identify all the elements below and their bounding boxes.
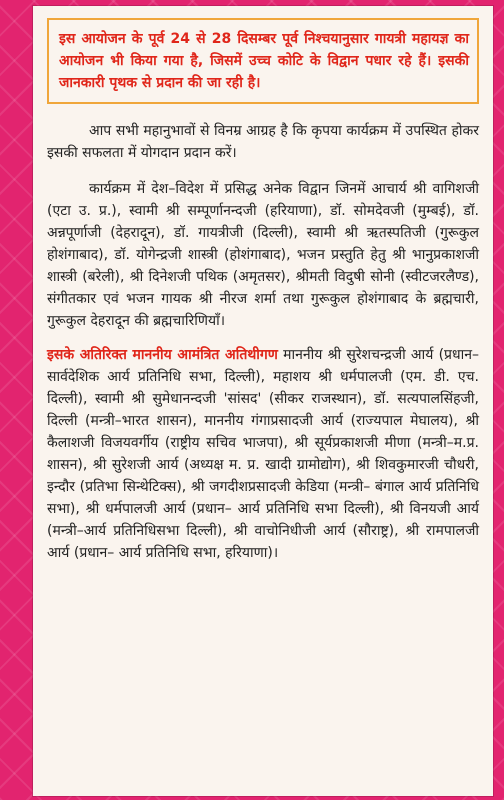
request-paragraph: आप सभी महानुभावों से विनम्र आग्रह है कि कृपया कार्यक्रम में उपस्थित होकर इसकी सफलता में योगदान प्रदान करें। — [47, 123, 479, 161]
event-notice-box — [47, 18, 479, 104]
guests-paragraph — [47, 344, 479, 564]
guests-heading: इसके अतिरिक्त माननीय आमंत्रित अतिथीगण — [47, 347, 278, 363]
scholars-paragraph: कार्यक्रम में देश–विदेश में प्रसिद्ध अनेक विद्वान जिनमें आचार्य श्री वागिशजी (एटा उ. प्र.), स्वामी श्री सम्पूर्णानन्दजी (हरियाणा), डॉ. सोमदेवजी (मुम्बई), डॉ. अन्नपूर्णाजी (देहरादून), डॉ. गायत्रीजी (दिल्ली), स्वामी श्री ऋतस्पतिजी (गुरूकुल होशंगाबाद), डॉ. योगेन्द्रजी शास्त्री (होशंगाबाद), भजन प्रस्तुति हेतु श्री भानुप्रकाशजी शास्त्री (बरेली), श्री दिनेशजी पथिक (अमृतसर), श्रीमती विदुषी सोनी (स्वीटजरलैण्ड), संगीतकार एवं भजन गायक श्री नीरज शर्मा तथा गुरूकुल होशंगाबाद के ब्रह्मचारी, गुरूकुल देहरादून की ब्रह्मचारिणियॉं। — [47, 181, 479, 329]
event-notice-text: इस आयोजन के पूर्व 24 से 28 दिसम्बर पूर्व निश्चयानुसार गायत्री महायज्ञ का आयोजन भी किया गया है, जिसमें उच्च कोटि के विद्वान पधार रहे हैं। इसकी जानकारी पृथक से प्रदान की जा रही है। — [59, 31, 469, 91]
guests-list: माननीय श्री सुरेशचन्द्रजी आर्य (प्रधान–सार्वदेशिक आर्य प्रतिनिधि सभा, दिल्ली), महाशय श्री धर्मपालजी (एम. डी. एच. दिल्ली), स्वामी श्री सुमेधानन्दजी 'सांसद' (सीकर राजस्थान), डॉ. सत्यपालसिंहजी, दिल्ली (मन्त्री–भारत शासन), माननीय गंगाप्रसादजी आर्य (राज्यपाल मेघालय), श्री कैलाशजी विजयवर्गीय (राष्ट्रीय सचिव भाजपा), श्री सूर्यप्रकाशजी मीणा (मन्त्री–म.प्र. शासन), श्री सुरेशजी आर्य (अध्यक्ष म. प्र. खादी ग्रामोद्योग), श्री शिवकुमारजी चौधरी, इन्दौर (प्रतिभा सिन्थेटिक्स), श्री जगदीशप्रसादजी केडिया (मन्त्री– बंगाल आर्य प्रतिनिधि सभा), श्री धर्मपालजी आर्य (प्रधान– आर्य प्रतिनिधि सभा दिल्ली), श्री विनयजी आर्य (मन्त्री–आर्य प्रतिनिधिसभा दिल्ली), श्री वाचोनिधीजी आर्य (सौराष्ट्र), श्री रामपालजी आर्य (प्रधान– आर्य प्रतिनिधि सभा, हरियाणा)। — [47, 347, 479, 561]
document-panel — [33, 6, 493, 796]
